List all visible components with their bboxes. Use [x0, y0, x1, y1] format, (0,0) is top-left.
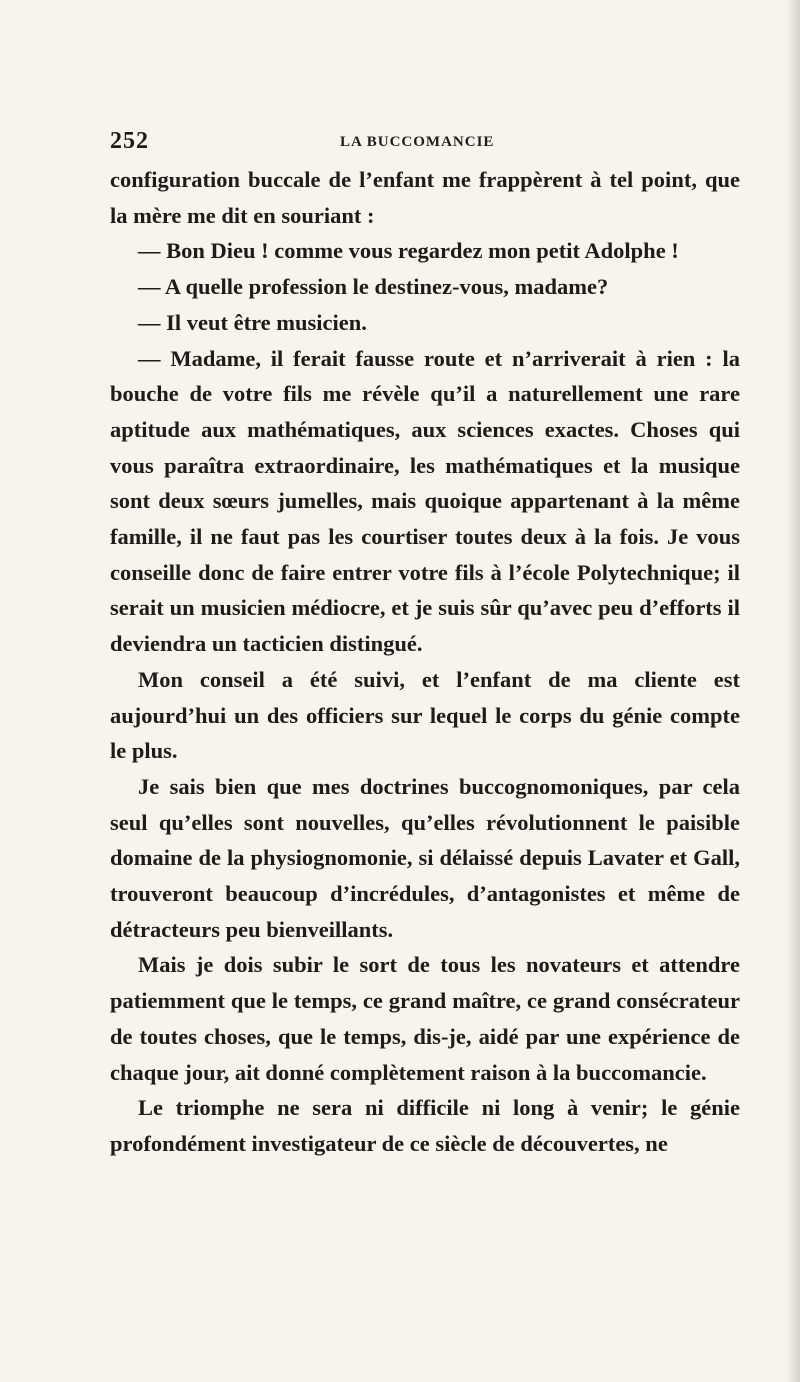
paragraph: Le triomphe ne sera ni difficile ni long à venir; le génie profondément investigateur de ce siècle de découvertes, ne	[110, 1095, 740, 1156]
page-edge-shadow	[786, 0, 800, 1382]
paragraph: — Madame, il ferait fausse route et n’arriverait à rien : la bouche de votre fils me révèle qu’il a naturellement une rare aptitude aux mathématiques, aux sciences exactes. Choses qui vous paraîtra extraordinaire, les mathématiques et la musique sont deux sœurs jumelles, mais quoique appartenant à la même famille, il ne faut pas les courtiser toutes deux à la fois. Je vous conseille donc de faire entrer votre fils à l’école Polytechnique; il serait un musicien médiocre, et je suis sûr qu’avec peu d’efforts il deviendra un tacticien distingué.	[110, 345, 740, 657]
page-number: 252	[110, 128, 149, 154]
book-page	[110, 128, 740, 1162]
page-header	[110, 128, 740, 156]
body-text	[110, 162, 740, 1162]
paragraph: Mon conseil a été suivi, et l’enfant de ma cliente est aujourd’hui un des officiers sur lequel le corps du génie compte le plus.	[110, 666, 740, 764]
running-title: LA BUCCOMANCIE	[340, 134, 495, 150]
paragraph: — Bon Dieu ! comme vous regardez mon petit Adolphe !	[138, 238, 679, 264]
paragraph: Je sais bien que mes doctrines buccognomoniques, par cela seul qu’elles sont nouvelles, qu’elles révolutionnent le paisible domaine de la physiognomonie, si délaissé depuis Lavater et Gall, trouveront beaucoup d’incrédules, d’antagonistes et même de détracteurs peu bienveillants.	[110, 773, 740, 942]
paragraph: configuration buccale de l’enfant me frappèrent à tel point, que la mère me dit en souriant :	[110, 167, 740, 228]
paragraph: — A quelle profession le destinez-vous, madame?	[138, 274, 609, 300]
paragraph: Mais je dois subir le sort de tous les novateurs et attendre patiemment que le temps, ce grand maître, ce grand consécrateur de toutes choses, que le temps, dis-je, aidé par une expérience de chaque jour, ait donné complètement raison à la buccomancie.	[110, 952, 740, 1085]
paragraph: — Il veut être musicien.	[138, 309, 367, 335]
